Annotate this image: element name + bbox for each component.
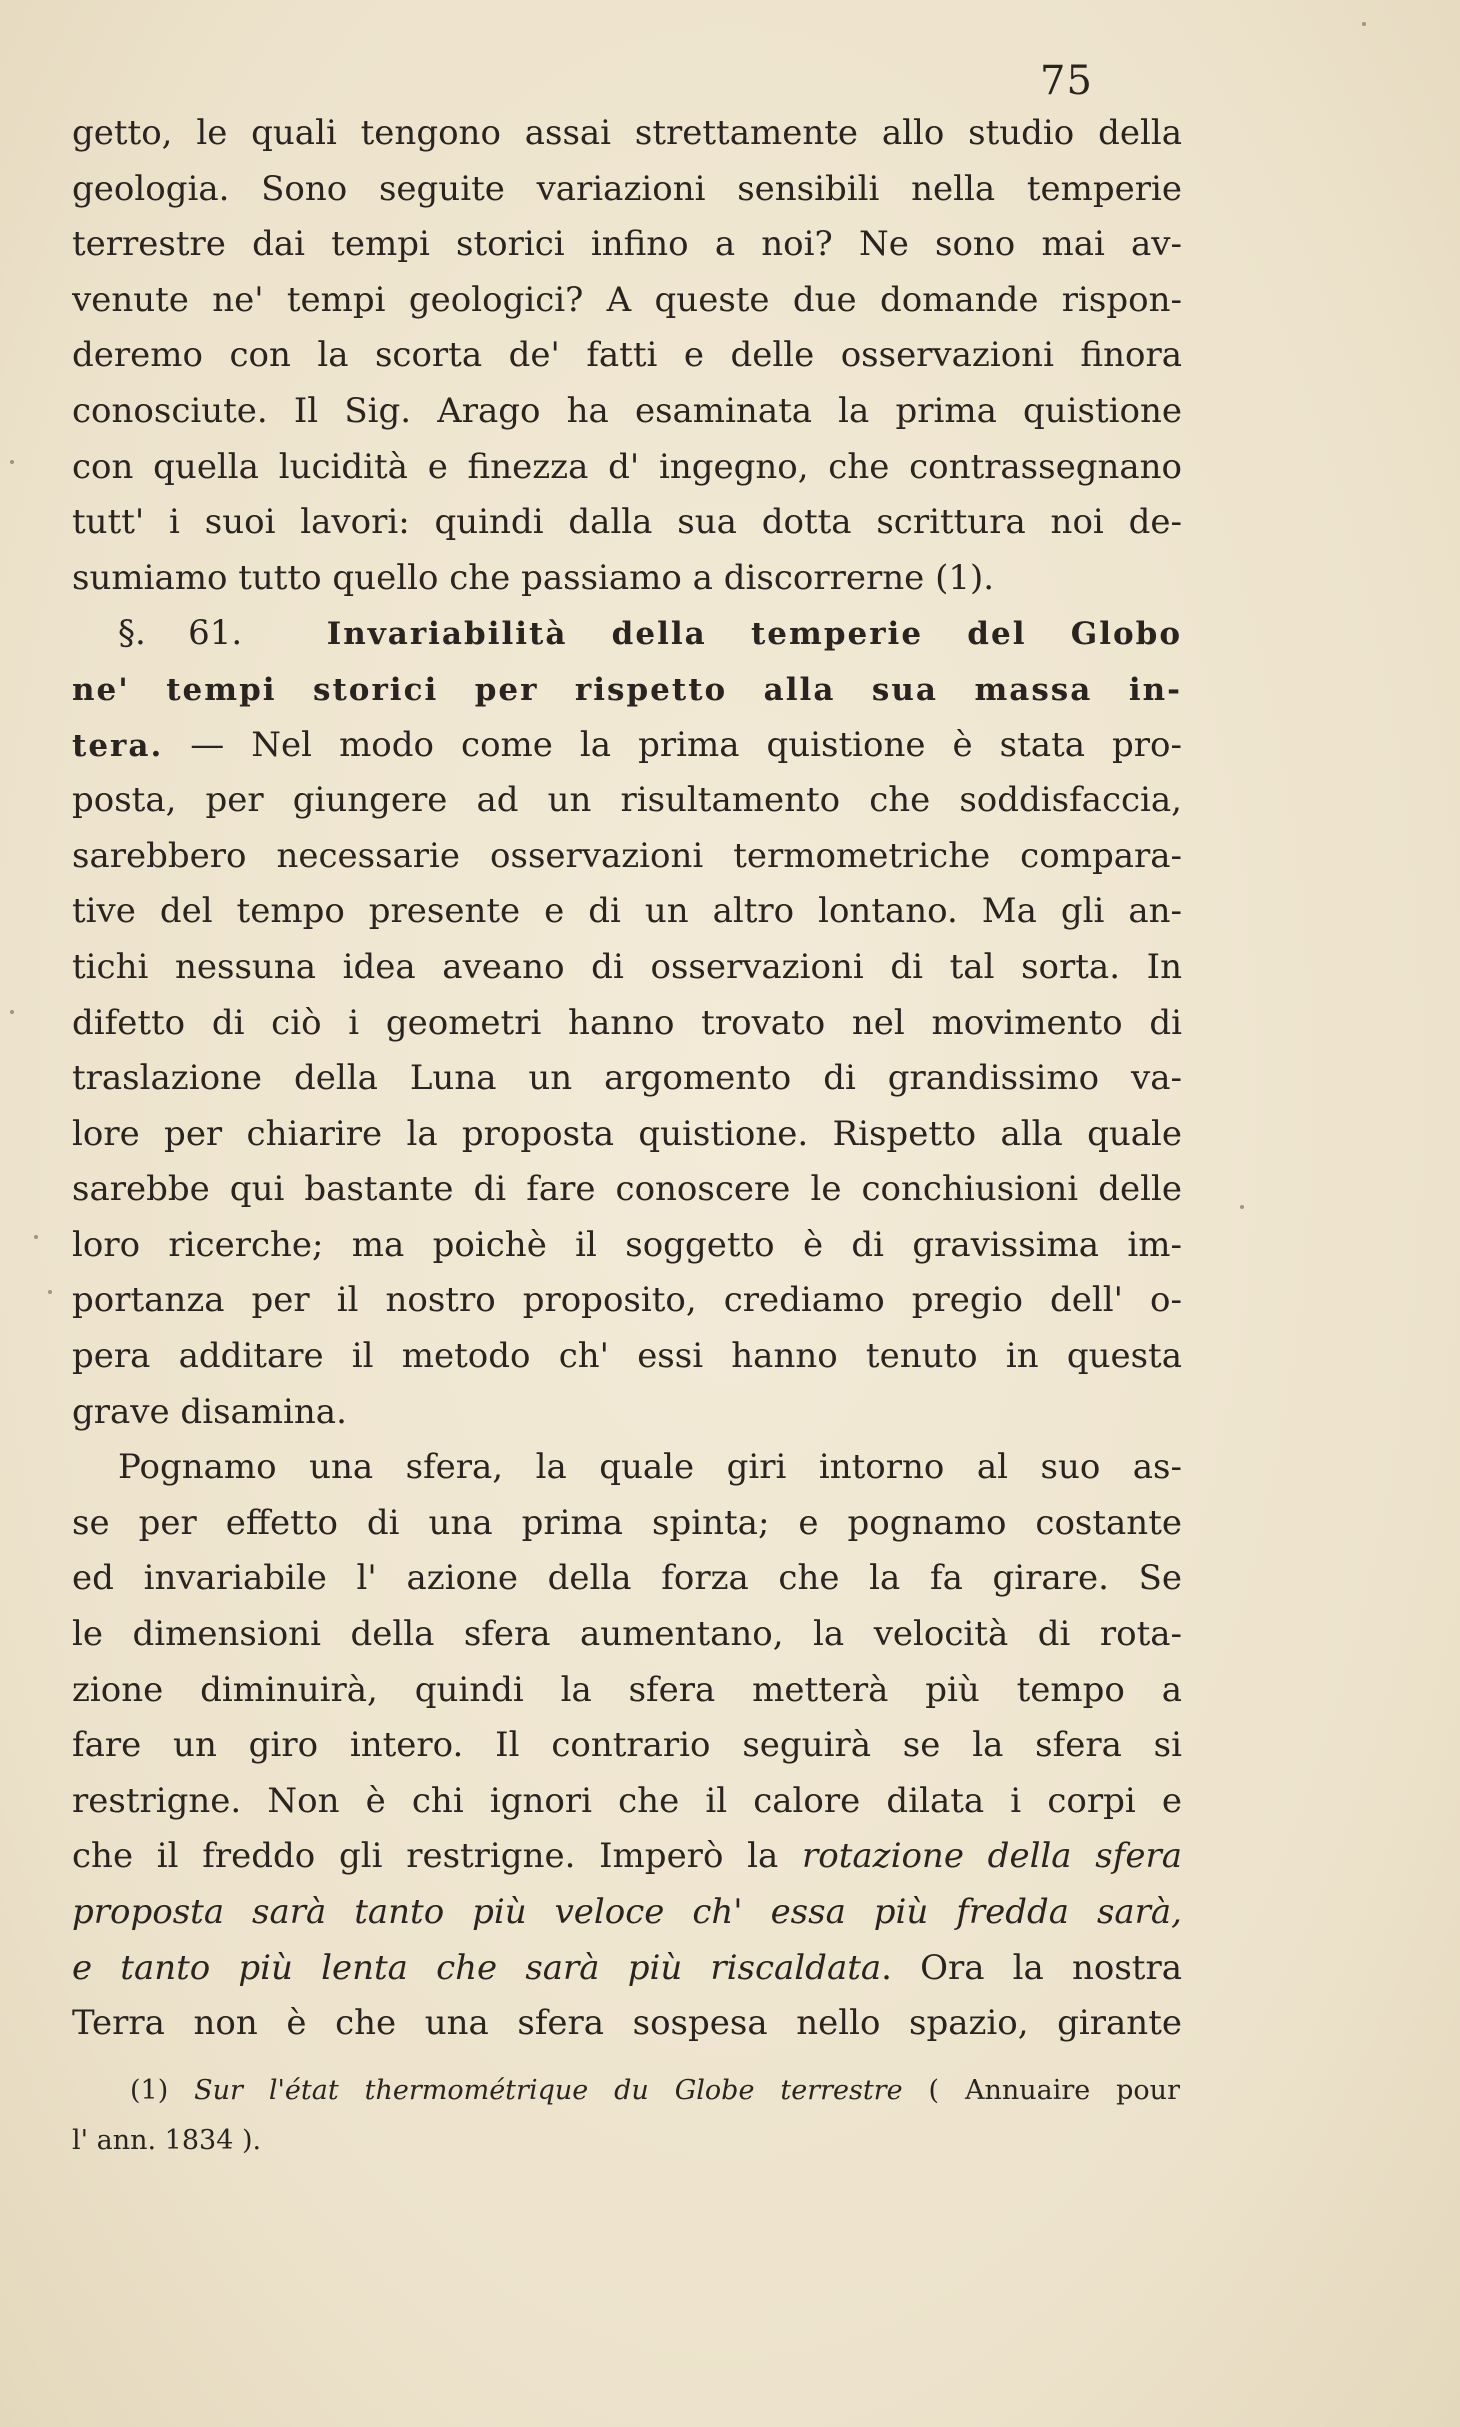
text-line: tive del tempo presente e di un altro lontano. Ma gli an- (72, 891, 1182, 932)
text-line-mixed-3 (72, 1941, 1182, 1997)
footnote-title: Sur l'état thermométrique du Globe terrestre (194, 2075, 903, 2106)
text-line: ed invariabile l' azione della forza che la fa girare. Se (72, 1558, 1182, 1599)
text-line: portanza per il nostro proposito, crediamo pregio dell' o- (72, 1280, 1182, 1321)
text-line: lore per chiarire la proposta quistione. Rispetto alla quale (72, 1113, 1182, 1154)
text-line: loro ricerche; ma poichè il soggetto è di gravissima im- (72, 1224, 1182, 1265)
paper-speck (48, 1290, 52, 1294)
paper-speck (10, 460, 14, 464)
footnote-line-2 (72, 2116, 1180, 2166)
text-line: restrigne. Non è chi ignori che il calore dilata i corpi e (72, 1780, 1182, 1821)
text-line: pera additare il metodo ch' essi hanno tenuto in questa (72, 1336, 1182, 1377)
section-title-part-3: tera. (72, 727, 164, 764)
paragraph-section-body (72, 773, 1182, 1440)
italic-run: e tanto più lenta che sarà più riscaldata (72, 1947, 882, 1988)
text-line: le dimensioni della sfera aumentano, la velocità di rota- (72, 1614, 1182, 1655)
text-line: conosciute. Il Sig. Arago ha esaminata la prima quistione (72, 390, 1182, 431)
section-heading-line-2 (72, 662, 1182, 718)
text-line: grave disamina. (72, 1391, 347, 1432)
text-line: posta, per giungere ad un risultamento che soddisfaccia, (72, 780, 1182, 821)
paper-speck (10, 1010, 14, 1014)
text-line: tutt' i suoi lavori: quindi dalla sua dotta scrittura noi de- (72, 502, 1182, 543)
section-title-part-1: Invariabilità della temperie del Globo (326, 616, 1182, 653)
italic-run: proposta sarà tanto più veloce ch' essa più fredda sarà, (72, 1892, 1182, 1932)
paper-speck (1362, 22, 1366, 26)
text-line: sarebbe qui bastante di fare conoscere le conchiusioni delle (72, 1169, 1182, 1210)
text-line: Pognamo una sfera, la quale giri intorno al suo as- (118, 1447, 1182, 1488)
text-line: terrestre dai tempi storici infino a noi? Ne sono mai av- (72, 224, 1182, 265)
text-line: venute ne' tempi geologici? A queste due domande rispon- (72, 279, 1182, 320)
section-number: §. 61. (118, 613, 243, 654)
text-line: sarebbero necessarie osservazioni termometriche compara- (72, 835, 1182, 876)
text-line: geologia. Sono seguite variazioni sensibili nella temperie (72, 168, 1182, 209)
text-run: che il freddo gli restrigne. Imperò la (72, 1836, 803, 1877)
text-line: difetto di ciò i geometri hanno trovato nel movimento di (72, 1002, 1182, 1043)
text-line: con quella lucidità e finezza d' ingegno, che contrassegnano (72, 446, 1182, 487)
footnote (72, 2066, 1180, 2166)
italic-run: rotazione della sfera (802, 1836, 1182, 1877)
section-title-part-2: ne' tempi storici per rispetto alla sua massa in- (72, 671, 1182, 708)
text-line: sumiamo tutto quello che passiamo a discorrerne (1). (72, 557, 995, 598)
page-number: 75 (1040, 58, 1093, 104)
text-line: getto, le quali tengono assai strettamente allo studio della (72, 113, 1182, 153)
text-line: traslazione della Luna un argomento di grandissimo va- (72, 1058, 1182, 1099)
footnote-source-end: l' ann. 1834 ). (72, 2125, 262, 2156)
text-line: se per effetto di una prima spinta; e pognamo costante (72, 1502, 1182, 1543)
paper-speck (1240, 1205, 1244, 1209)
main-text (72, 106, 1182, 2052)
footnote-marker: (1) (130, 2075, 169, 2106)
paragraph-2 (72, 1440, 1182, 1829)
text-line: deremo con la scorta de' fatti e delle osservazioni finora (72, 335, 1182, 376)
paragraph-1 (72, 106, 1182, 606)
text-run: . Ora la nostra (881, 1947, 1182, 1988)
text-line-mixed-4 (72, 1996, 1182, 2052)
paper-speck (34, 1235, 38, 1239)
text-line-mixed-1 (72, 1829, 1182, 1885)
text-line: fare un giro intero. Il contrario seguirà se la sfera si (72, 1725, 1182, 1766)
text-run: Terra non è che una sfera sospesa nello spazio, girante (72, 2003, 1182, 2044)
section-first-sentence: — Nel modo come la prima quistione è stata pro- (163, 724, 1182, 765)
footnote-source: ( Annuaire pour (928, 2075, 1180, 2106)
text-line: tichi nessuna idea aveano di osservazioni di tal sorta. In (72, 946, 1182, 987)
section-heading-line-1 (72, 606, 1182, 662)
text-line: zione diminuirà, quindi la sfera metterà più tempo a (72, 1669, 1182, 1710)
footnote-line-1 (130, 2066, 1180, 2116)
text-line-mixed-2 (72, 1885, 1182, 1941)
section-heading-line-3 (72, 718, 1182, 774)
